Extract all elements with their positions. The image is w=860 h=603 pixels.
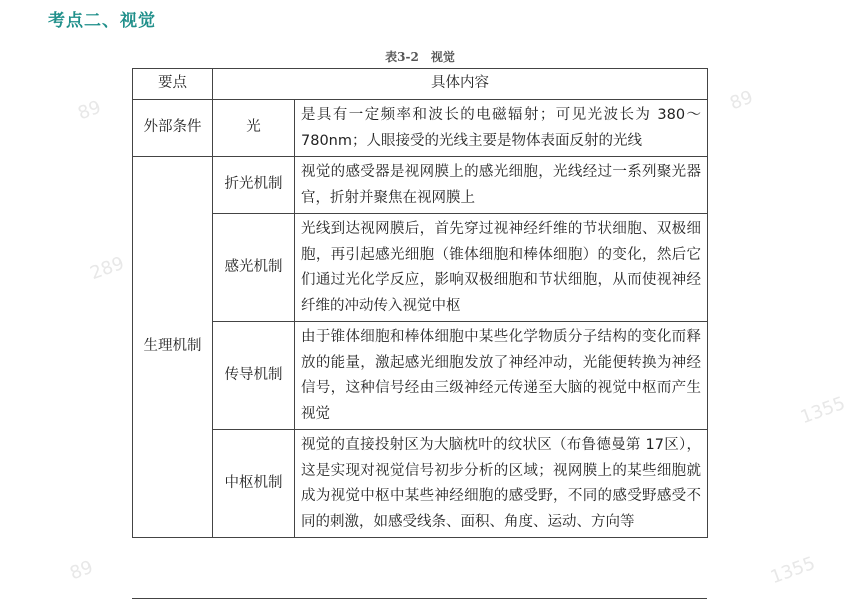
vision-table xyxy=(132,68,708,538)
table-row xyxy=(133,430,708,538)
table-row xyxy=(133,157,708,214)
table-row xyxy=(133,214,708,322)
sub-refraction: 折光机制 xyxy=(213,157,295,214)
sub-conduction: 传导机制 xyxy=(213,322,295,430)
table-row xyxy=(133,100,708,157)
header-key-points: 要点 xyxy=(133,69,213,100)
sub-light: 光 xyxy=(213,100,295,157)
watermark: 89 xyxy=(67,556,96,585)
watermark: 89 xyxy=(727,86,756,115)
watermark: 89 xyxy=(75,96,104,125)
content-refraction: 视觉的感受器是视网膜上的感光细胞，光线经过一系列聚光器官，折射并聚焦在视网膜上 xyxy=(295,157,708,214)
watermark: 289 xyxy=(87,252,127,285)
divider xyxy=(132,598,707,599)
sub-central: 中枢机制 xyxy=(213,430,295,538)
sub-photoreception: 感光机制 xyxy=(213,214,295,322)
category-physiological: 生理机制 xyxy=(133,157,213,538)
page-heading: 考点二、视觉 xyxy=(48,11,156,31)
header-details: 具体内容 xyxy=(213,69,708,100)
content-central: 视觉的直接投射区为大脑枕叶的纹状区（布鲁德曼第 17区），这是实现对视觉信号初步分析的区域；视网膜上的某些细胞就成为视觉中枢中某些神经细胞的感受野，不同的感受野感受不同的刺激，如感受线条、面积、角度、运动、方向等 xyxy=(295,430,708,538)
watermark: 1355 xyxy=(797,392,849,429)
content-light: 是具有一定频率和波长的电磁辐射；可见光波长为 380～780nm；人眼接受的光线主要是物体表面反射的光线 xyxy=(295,100,708,157)
category-external: 外部条件 xyxy=(133,100,213,157)
content-conduction: 由于锥体细胞和棒体细胞中某些化学物质分子结构的变化而释放的能量，激起感光细胞发放了神经冲动，光能便转换为神经信号，这种信号经由三级神经元传递至大脑的视觉中枢而产生视觉 xyxy=(295,322,708,430)
table-caption: 表3-2 视觉 xyxy=(385,50,455,64)
watermark: 1355 xyxy=(767,552,819,589)
table-header-row xyxy=(133,69,708,100)
content-photoreception: 光线到达视网膜后，首先穿过视神经纤维的节状细胞、双极细胞，再引起感光细胞（锥体细胞和棒体细胞）的变化，然后它们通过光化学反应，影响双极细胞和节状细胞，从而使视神经纤维的冲动传入视觉中枢 xyxy=(295,214,708,322)
table-row xyxy=(133,322,708,430)
